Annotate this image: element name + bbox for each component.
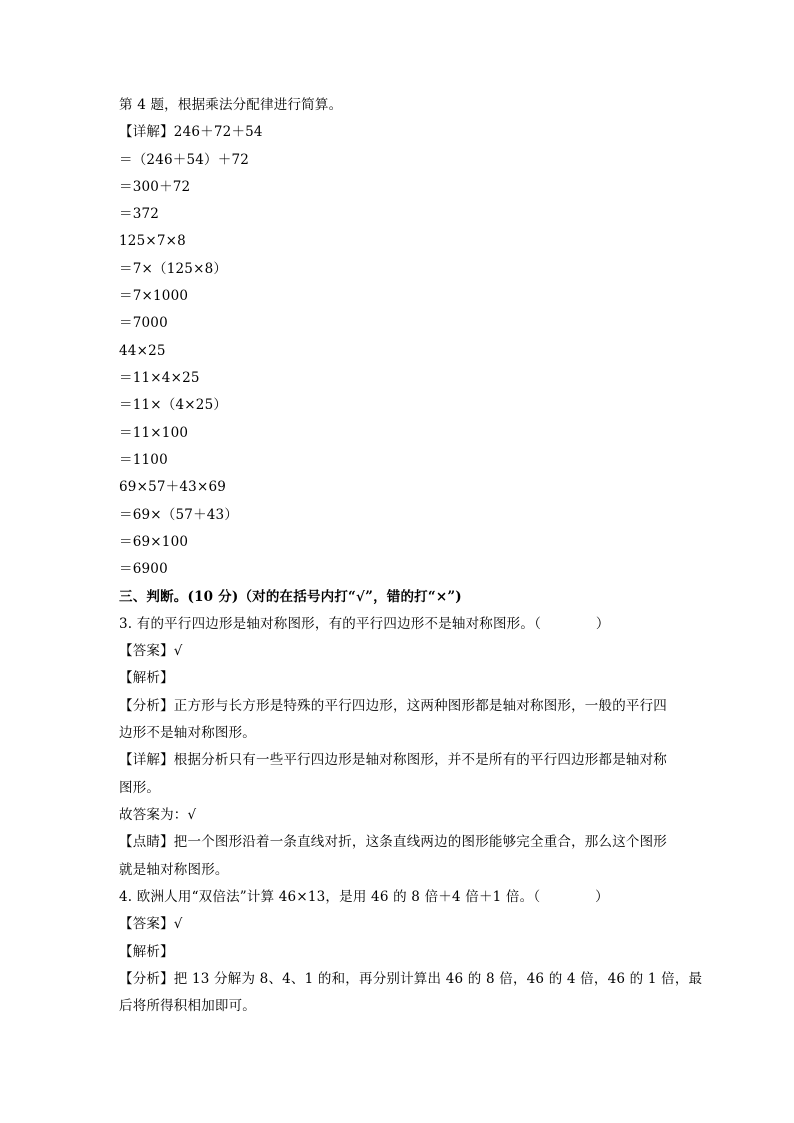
text-line-analysis: 边形不是轴对称图形。 bbox=[119, 725, 256, 741]
text-line-step: ＝372 bbox=[119, 206, 160, 222]
text-line-step: ＝11×100 bbox=[119, 425, 189, 441]
text-line-step: ＝7×（125×8） bbox=[119, 261, 228, 277]
text-line-step: ＝11×（4×25） bbox=[119, 397, 228, 413]
text-line-step: ＝7000 bbox=[119, 315, 168, 331]
text-line-step: ＝6900 bbox=[119, 561, 168, 577]
section-heading: 三、判断。(10 分)（对的在括号内打“√”，错的打“×”) bbox=[119, 589, 462, 605]
analysis-label: 【解析】 bbox=[119, 944, 174, 960]
text-line-expression: 69×57＋43×69 bbox=[119, 479, 227, 495]
text-line-expression: 44×25 bbox=[119, 343, 166, 359]
question-3: 3. 有的平行四边形是轴对称图形，有的平行四边形不是轴对称图形。（ ） bbox=[119, 616, 610, 632]
answer-label: 【答案】√ bbox=[119, 916, 183, 932]
text-line-step: ＝（246＋54）＋72 bbox=[119, 152, 250, 168]
question-4: 4. 欧洲人用“双倍法”计算 46×13，是用 46 的 8 倍＋4 倍＋1 倍。（ ） bbox=[119, 889, 609, 905]
text-line-step: ＝7×1000 bbox=[119, 288, 189, 304]
text-line-tip: 【点睛】把一个图形沿着一条直线对折，这条直线两边的图形能够完全重合，那么这个图形 bbox=[119, 834, 667, 850]
text-line-step: ＝11×4×25 bbox=[119, 370, 200, 386]
text-line-step: ＝300＋72 bbox=[119, 179, 191, 195]
text-line-analysis: 【分析】把 13 分解为 8、4、1 的和，再分别计算出 46 的 8 倍，46 的 4 倍，46 的 1 倍，最 bbox=[119, 971, 703, 987]
text-line-detail-1: 【详解】246＋72＋54 bbox=[119, 124, 263, 140]
text-line-answer: 故答案为：√ bbox=[119, 807, 197, 823]
text-line-detail: 【详解】根据分析只有一些平行四边形是轴对称图形，并不是所有的平行四边形都是轴对称 bbox=[119, 752, 667, 768]
text-line-step: ＝69×100 bbox=[119, 534, 189, 550]
text-line-step: ＝69×（57＋43） bbox=[119, 507, 239, 523]
analysis-label: 【解析】 bbox=[119, 670, 174, 686]
text-line-tip: 就是轴对称图形。 bbox=[119, 862, 229, 878]
text-line-analysis: 【分析】正方形与长方形是特殊的平行四边形，这两种图形都是轴对称图形，一般的平行四 bbox=[119, 698, 667, 714]
text-line-detail: 图形。 bbox=[119, 780, 161, 796]
text-line-step: ＝1100 bbox=[119, 452, 168, 468]
text-line-note: 第 4 题，根据乘法分配律进行简算。 bbox=[119, 97, 343, 113]
text-line-analysis: 后将所得积相加即可。 bbox=[119, 998, 256, 1014]
text-line-expression: 125×7×8 bbox=[119, 233, 186, 249]
answer-label: 【答案】√ bbox=[119, 643, 183, 659]
